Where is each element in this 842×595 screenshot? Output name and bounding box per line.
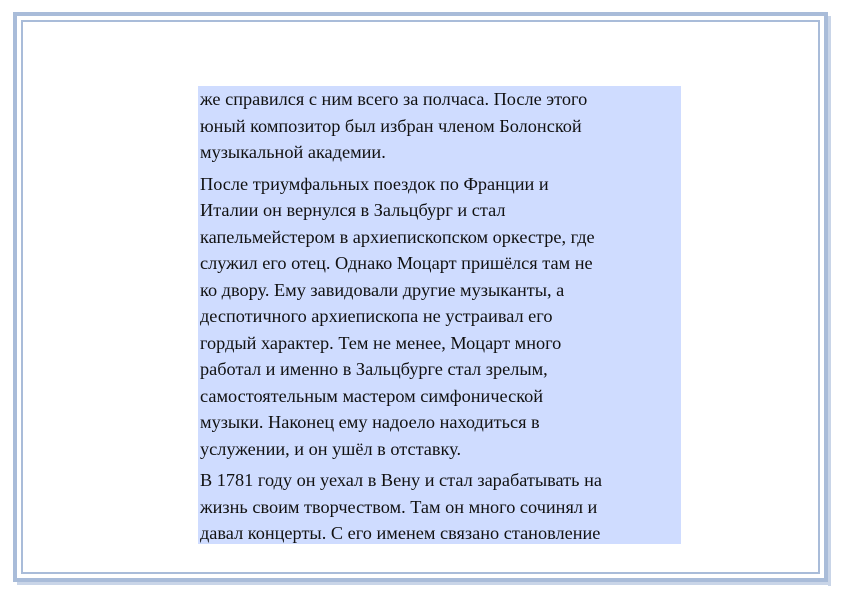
frame-shadow-bottom xyxy=(17,582,831,585)
text-box[interactable] xyxy=(198,86,681,544)
frame-shadow-right xyxy=(828,16,831,586)
paragraph-3: В 1781 году он уехал в Вену и стал зарабатывать на жизнь своим творчеством. Там он много сочинял и давал концерты. С его именем связано становление xyxy=(200,470,602,543)
paragraph-1: же справился с ним всего за полчаса. После этого юный композитор был избран членом Болонской музыкальной академии. xyxy=(200,89,588,162)
paragraph-2: После триумфальных поездок по Франции и Италии он вернулся в Зальцбург и стал капельмейстером в архиепископском оркестре, где служил его отец. Однако Моцарт пришёлся там не ко двору. Ему завидовали другие музыканты, а деспотичного архиепископа не устраивал его гордый характер. Тем не менее, Моцарт много работал и именно в Зальцбурге стал зрелым, самостоятельным мастером симфонической музыки. Наконец ему надоело находиться в услужении, и он ушёл в отставку. xyxy=(200,173,595,459)
